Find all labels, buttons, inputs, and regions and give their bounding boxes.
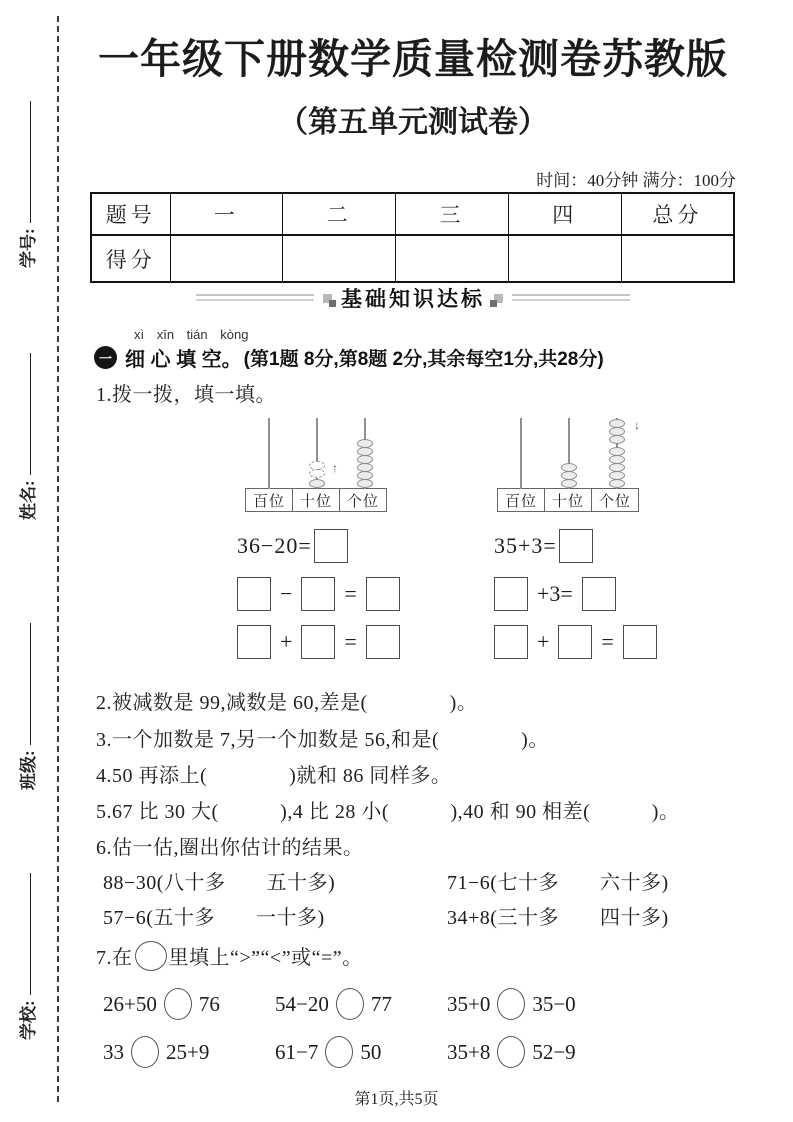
score-table-col-2: 二 <box>283 193 396 235</box>
comparison-circle <box>497 1036 525 1068</box>
expression-right: 25+9 <box>166 1039 210 1064</box>
abacus-rod-column <box>497 418 545 488</box>
score-table-col-3: 三 <box>396 193 509 235</box>
place-value-label: 十位 <box>544 488 592 512</box>
student-id-blank-line <box>29 101 31 223</box>
score-table <box>90 192 735 283</box>
abacus-right <box>497 418 641 512</box>
abacus-bead <box>609 479 625 488</box>
place-value-label: 个位 <box>339 488 387 512</box>
up-arrow-icon: ↑ <box>332 461 338 475</box>
answer-box <box>301 577 335 611</box>
expression-left: 35+0 <box>447 991 491 1016</box>
answer-box <box>623 625 657 659</box>
comparison-circle <box>497 988 525 1020</box>
score-label-cell: 得分 <box>91 235 170 282</box>
score-table-col-4: 四 <box>508 193 621 235</box>
expression-left: 26+50 <box>103 991 157 1016</box>
score-table-header-row <box>91 193 734 235</box>
score-table-col-1: 一 <box>170 193 283 235</box>
q7-comparison-4 <box>103 1036 209 1068</box>
abacus-bead <box>609 435 625 444</box>
score-cell-empty <box>283 235 396 282</box>
question-4-text: 4.50 再添上( )就和 86 同样多。 <box>96 765 452 787</box>
answer-box <box>559 529 593 563</box>
page-title: 一年级下册数学质量检测卷苏教版 <box>98 36 728 82</box>
banner-left-ornament-icon <box>323 294 332 303</box>
q1-equations-right <box>494 528 657 672</box>
score-cell-empty <box>621 235 734 282</box>
class-blank-line <box>29 623 31 745</box>
page-number: 第1页,共5页 <box>354 1091 439 1108</box>
comparison-circle <box>336 988 364 1020</box>
class-label: 班级: <box>19 750 38 790</box>
school-blank-line <box>29 873 31 995</box>
score-cell-empty <box>396 235 509 282</box>
question-3-text: 3.一个加数是 7,另一个加数是 56,和是( )。 <box>96 729 549 751</box>
score-cell-empty <box>508 235 621 282</box>
name-blank-line <box>29 353 31 475</box>
class-field <box>14 623 39 790</box>
plus-sign: + <box>537 629 550 654</box>
expression-right: 77 <box>370 991 392 1016</box>
banner-left-lines-icon <box>196 294 314 302</box>
name-label: 姓名: <box>19 480 38 520</box>
equation-row <box>237 528 400 564</box>
expression-left: 33 <box>103 1039 124 1064</box>
q7-text-before: 7.在 <box>96 947 133 969</box>
answer-box <box>558 625 592 659</box>
abacus-rod-column <box>545 418 593 488</box>
abacus-left <box>245 418 389 512</box>
abacus-rod <box>520 418 522 489</box>
abacus-bead <box>561 479 577 488</box>
q6-item-4: 34+8(三十多 四十多) <box>447 907 669 929</box>
time-score-info: 时间：40分钟 满分：100分 <box>536 171 736 190</box>
place-value-label: 个位 <box>591 488 639 512</box>
abacus-rod <box>268 418 270 489</box>
answer-box <box>366 577 400 611</box>
score-table-row-header: 题号 <box>91 193 170 235</box>
plus-sign: + <box>280 629 293 654</box>
q6-item-2: 71−6(七十多 六十多) <box>447 872 669 894</box>
answer-box <box>494 577 528 611</box>
expression-right: 35−0 <box>532 991 576 1016</box>
equals-sign: = <box>344 629 357 654</box>
equation-given: 36−20= <box>237 533 312 558</box>
score-cell-empty <box>170 235 283 282</box>
minus-sign: − <box>280 581 293 606</box>
school-field <box>14 873 39 1040</box>
place-value-label: 十位 <box>292 488 340 512</box>
answer-box <box>494 625 528 659</box>
student-id-field <box>14 101 39 268</box>
score-table-score-row <box>91 235 734 282</box>
equals-sign: = <box>344 581 357 606</box>
abacus-ghost-bead <box>309 469 325 478</box>
equals-sign: = <box>601 629 614 654</box>
answer-box <box>366 625 400 659</box>
q7-text-after: 里填上“>”“<”或“=”。 <box>168 947 363 969</box>
score-table-col-total: 总分 <box>621 193 734 235</box>
q1-equations-left <box>237 528 400 672</box>
part1-number-badge: 一 <box>94 346 117 369</box>
plus-three-equals: +3= <box>537 581 573 606</box>
answer-box <box>237 577 271 611</box>
equation-row <box>237 624 400 660</box>
section-banner <box>88 283 738 313</box>
abacus-rod-column <box>293 418 341 488</box>
question-1-text: 1.拨一拨，填一填。 <box>96 384 276 406</box>
q7-comparison-3 <box>447 988 576 1020</box>
q6-item-3: 57−6(五十多 一十多) <box>103 907 325 929</box>
expression-right: 52−9 <box>532 1039 576 1064</box>
question-7-text <box>96 941 363 971</box>
expression-right: 76 <box>198 991 220 1016</box>
equation-row <box>494 576 657 612</box>
down-arrow-icon: ↓ <box>634 418 640 432</box>
place-value-label: 百位 <box>497 488 545 512</box>
equation-row <box>237 576 400 612</box>
equation-row <box>494 624 657 660</box>
part1-points: (第1题 8分,第8题 2分,其余每空1分,共28分) <box>243 349 604 370</box>
comparison-circle <box>325 1036 353 1068</box>
comparison-circle <box>131 1036 159 1068</box>
q7-comparison-2 <box>275 988 392 1020</box>
question-5-text: 5.67 比 30 大( ),4 比 28 小( ),40 和 90 相差( )。 <box>96 801 680 823</box>
q7-comparison-6 <box>447 1036 576 1068</box>
expression-left: 61−7 <box>275 1039 319 1064</box>
q7-comparison-1 <box>103 988 220 1020</box>
abacus-bead <box>309 479 325 488</box>
answer-box <box>314 529 348 563</box>
expression-right: 50 <box>360 1039 382 1064</box>
school-label: 学校: <box>19 1000 38 1040</box>
answer-box <box>582 577 616 611</box>
answer-box <box>301 625 335 659</box>
abacus-rod-column <box>341 418 389 488</box>
equation-given: 35+3= <box>494 533 557 558</box>
answer-box <box>237 625 271 659</box>
student-id-label: 学号: <box>19 228 38 268</box>
q6-item-1: 88−30(八十多 五十多) <box>103 872 336 894</box>
abacus-rod-column <box>245 418 293 488</box>
abacus-bead <box>357 479 373 488</box>
part1-heading <box>94 327 742 372</box>
banner-right-ornament-icon <box>494 294 503 303</box>
q7-comparison-5 <box>275 1036 381 1068</box>
question-2-text: 2.被减数是 99,减数是 60,差是( )。 <box>96 692 478 714</box>
banner-right-lines-icon <box>512 294 630 302</box>
part1-title: 细 心 填 空。 <box>125 349 242 371</box>
equation-row <box>494 528 657 564</box>
question-6-text: 6.估一估,圈出你估计的结果。 <box>96 837 364 859</box>
page-subtitle: （第五单元测试卷） <box>278 106 548 139</box>
part1-pinyin: xì xīn tián kòng <box>134 327 249 342</box>
comparison-circle <box>164 988 192 1020</box>
name-field <box>14 353 39 520</box>
expression-left: 35+8 <box>447 1039 491 1064</box>
place-value-label: 百位 <box>245 488 293 512</box>
dashed-cut-line <box>57 16 59 1102</box>
q7-sample-circle-icon <box>135 941 167 971</box>
section-banner-title: 基础知识达标 <box>341 288 485 311</box>
abacus-rod-column <box>593 418 641 488</box>
expression-left: 54−20 <box>275 991 329 1016</box>
